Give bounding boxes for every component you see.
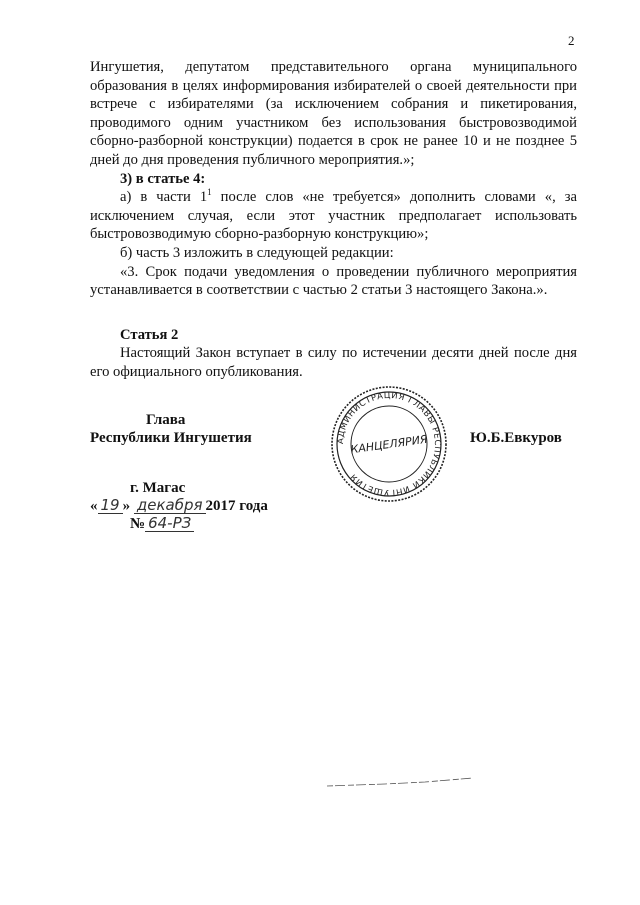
law-number <box>90 515 390 533</box>
item-3a-pre: а) в части 1 <box>120 189 208 206</box>
number-value: 64-РЗ <box>145 515 194 532</box>
date-day: 19 <box>98 497 123 514</box>
handwritten-signature-line <box>325 770 475 790</box>
number-prefix: № <box>130 516 146 532</box>
page-number: 2 <box>568 33 575 48</box>
item-3a <box>90 188 577 244</box>
date-quote-close: » <box>122 498 131 514</box>
paragraph-continuation: Ингушетия, депутатом представительного органа муниципального образования в целях информирования избирателей о своей деятельности при встрече с избирателями (за исключением собрания и пикетирования, проводимого одним участником без использования быстровозводимой сборно-разборной конструкции) подается в срок не ранее 10 и не позднее 5 дней до дня проведения публичного мероприятия.»; <box>90 59 577 168</box>
city: г. Магас <box>130 480 186 496</box>
item-3a-post: после слов «не требуется» дополнить словами «, за исключением случая, если этот участник предполагает использовать быстровозводимую сборно-разборную конструкцию»; <box>90 189 578 243</box>
quoted-part-3: «3. Срок подачи уведомления о проведении публичного мероприятия устанавливается в соответствии с частью 2 статьи 3 настоящего Закона.». <box>90 263 577 299</box>
signer-title-line1: Глава <box>146 412 186 428</box>
date-month: декабря <box>134 497 206 514</box>
date-year: 2017 года <box>205 498 268 514</box>
seal-center-text: КАНЦЕЛЯРИЯ <box>349 432 429 457</box>
article-2-text: Настоящий Закон вступает в силу по истечении десяти дней после дня его официального опубликования. <box>90 345 577 380</box>
official-seal <box>329 384 449 504</box>
signer-title-line2: Республики Ингушетия <box>90 430 252 446</box>
seal-ring-text: АДМИНИСТРАЦИЯ ГЛАВЫ РЕСПУБЛИКИ ИНГУШЕТИЯ <box>335 390 443 498</box>
item-3b: б) часть 3 изложить в следующей редакции: <box>120 244 394 261</box>
item-3-heading: 3) в статье 4: <box>120 170 206 187</box>
signer-name: Ю.Б.Евкуров <box>470 430 562 446</box>
article-2-heading: Статья 2 <box>120 326 179 343</box>
date-quote-open: « <box>90 498 98 514</box>
item-3a-superscript: 1 <box>207 187 212 198</box>
document-body <box>90 58 577 382</box>
